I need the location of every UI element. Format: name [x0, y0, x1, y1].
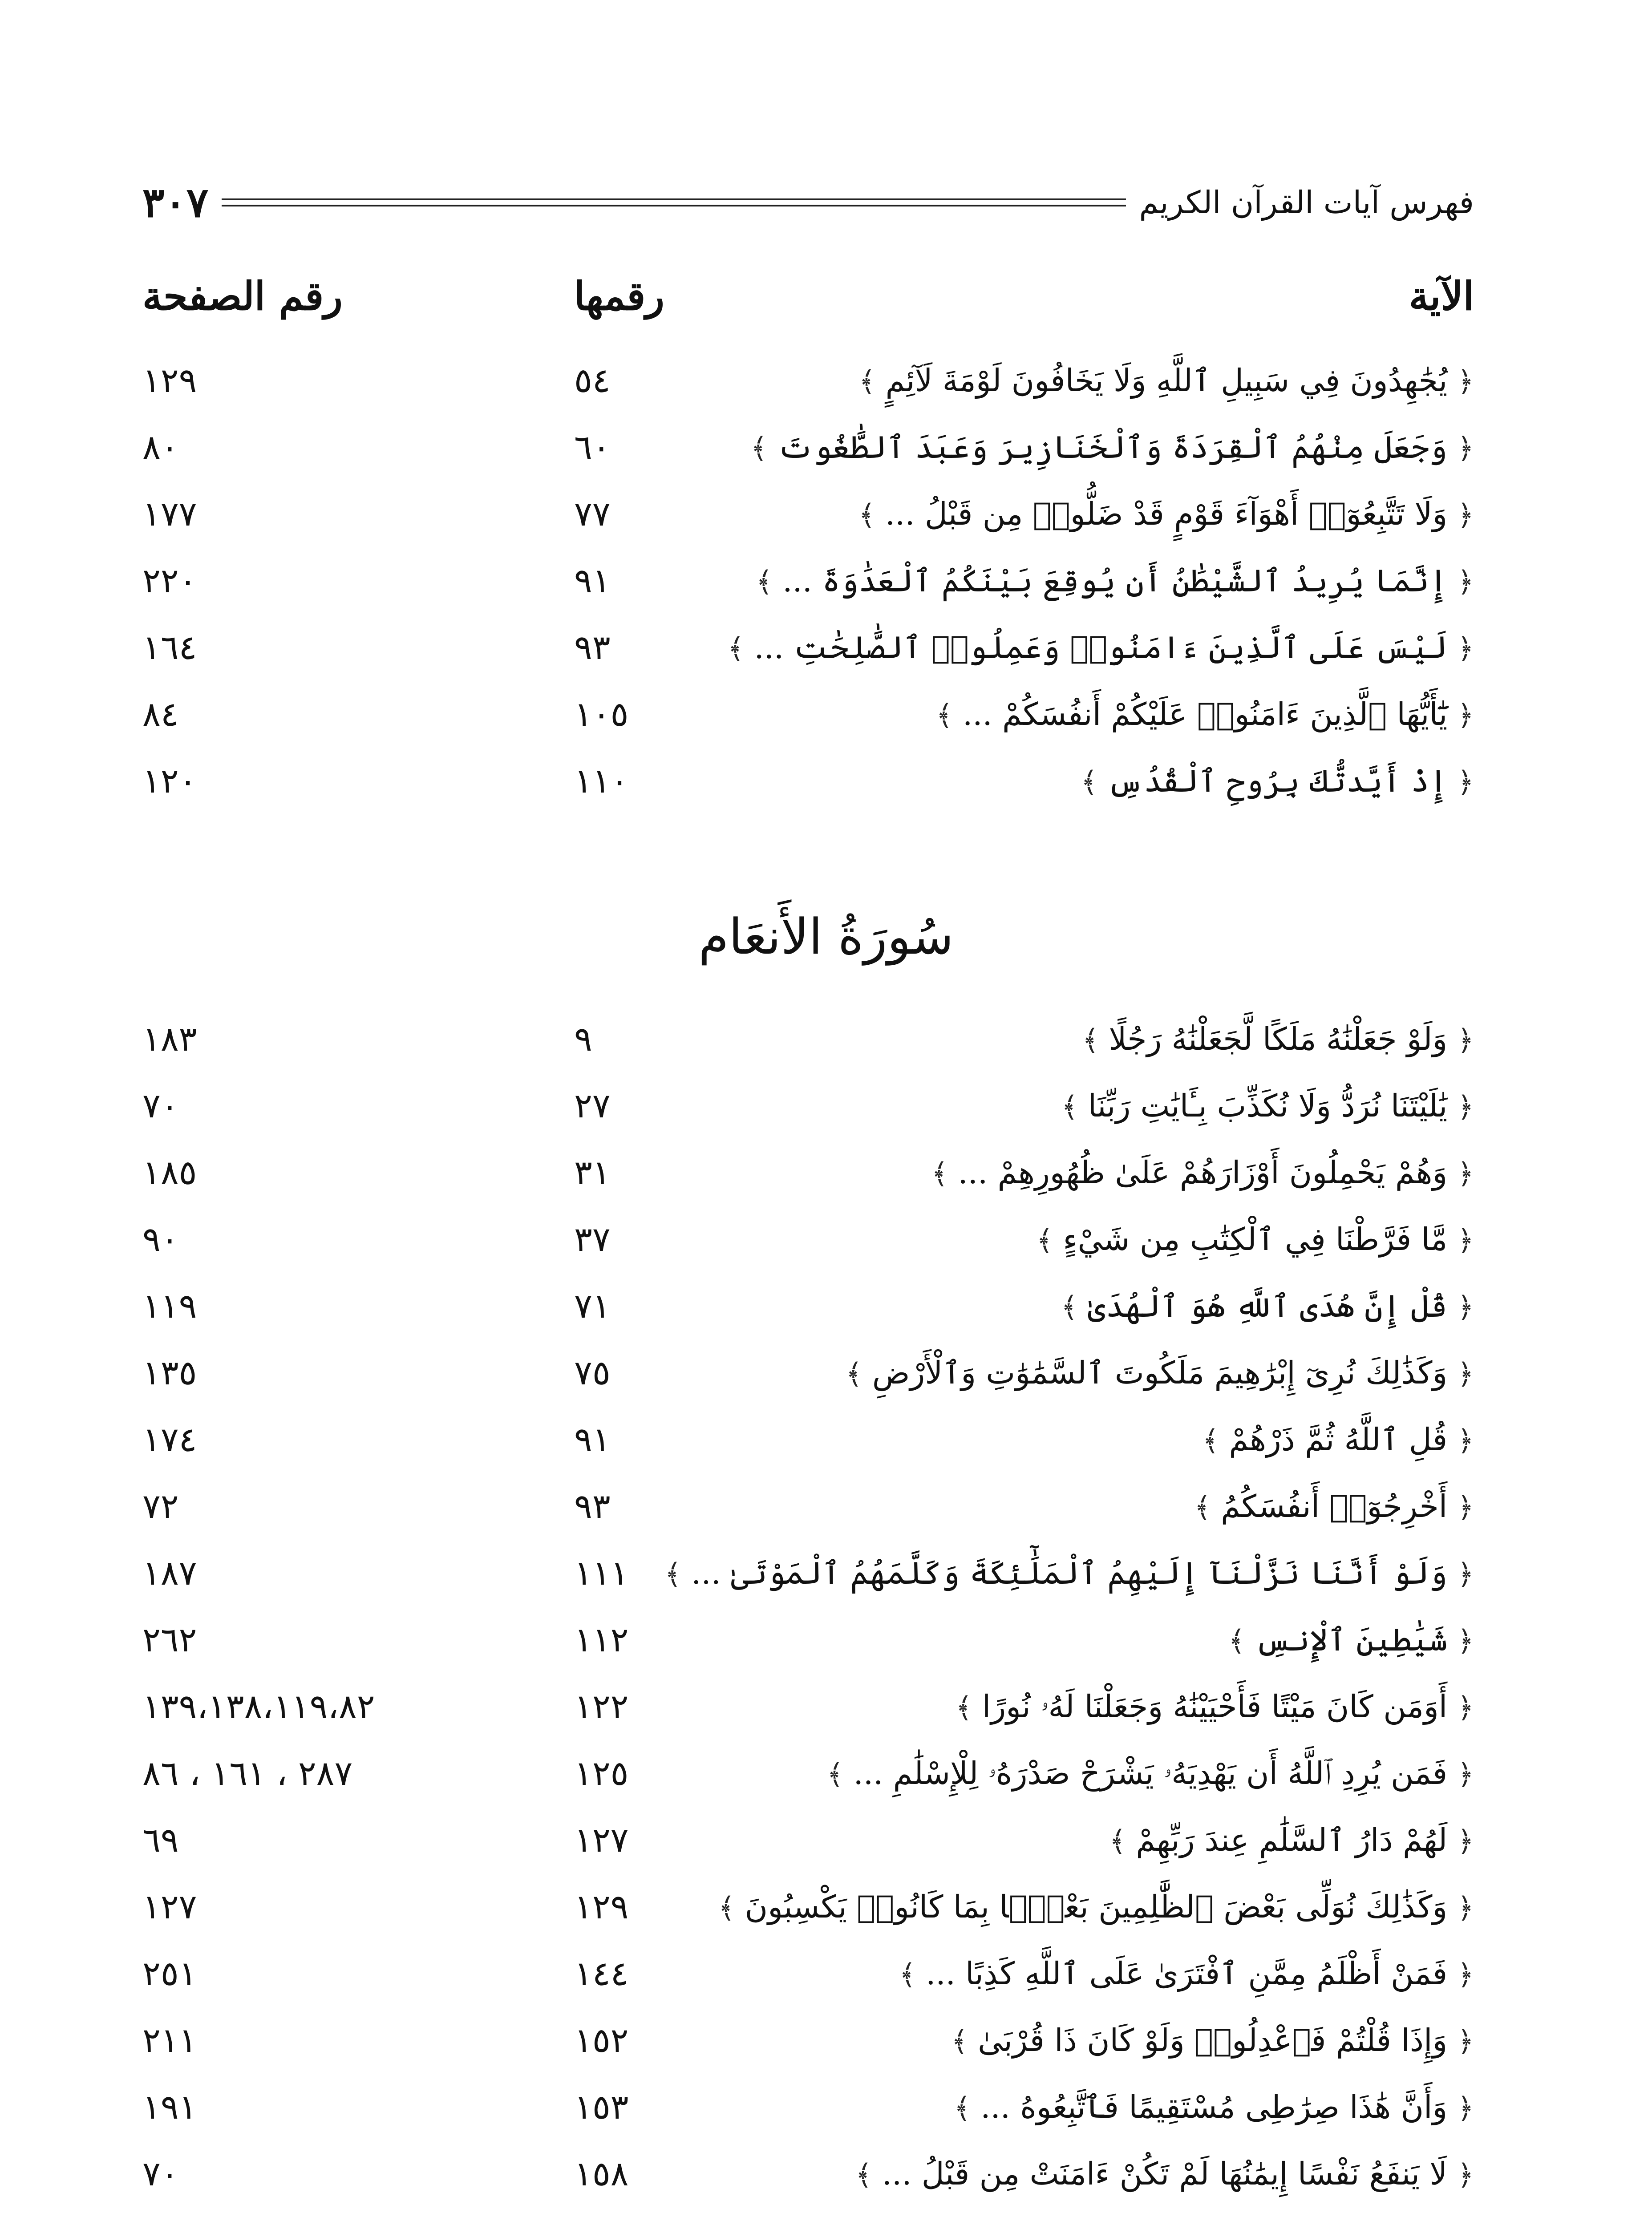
page-reference: ١٨٧: [142, 1553, 197, 1593]
ayah-words: لَيْسَ عَلَى ٱلَّذِينَ ءَامَنُوا۟ وَعَمِلُوا۟ ٱلصَّٰلِحَٰتِ ...: [754, 629, 1448, 666]
ayah-number: ١٠٥: [574, 694, 629, 734]
page-reference: ١٨٥: [142, 1153, 197, 1192]
ayah-words: وَأَنَّ هَٰذَا صِرَٰطِى مُسْتَقِيمًا فَٱتَّبِعُوهُ ...: [980, 2089, 1448, 2125]
ornate-bracket-close: ﴾: [664, 1558, 681, 1591]
ayah-number: ٦٠: [574, 427, 611, 467]
ornate-bracket-close: ﴾: [1061, 1291, 1078, 1324]
page-reference: ٢١١: [142, 2020, 197, 2060]
ayah-number: ١١٢: [574, 1620, 629, 1659]
ayah-words: قُلِ ٱللَّهُ ثُمَّ ذَرْهُمْ: [1229, 1421, 1448, 1458]
page-reference: ١٣٩،١٣٨،١١٩،٨٢: [142, 1687, 375, 1726]
ayah-number: ١٢٥: [574, 1753, 629, 1793]
ornate-bracket-open: ﴿: [1457, 1558, 1474, 1591]
ornate-bracket-open: ﴿: [1457, 2159, 1474, 2192]
ornate-bracket-open: ﴿: [1457, 766, 1474, 799]
ornate-bracket-close: ﴾: [956, 1691, 972, 1724]
ayah-number: ٧٧: [574, 494, 611, 534]
ayah-words: وَلَا تَتَّبِعُوٓا۟ أَهْوَآءَ قَوْمٍ قَدْ ضَلُّوا۟ مِن قَبْلُ ...: [885, 496, 1448, 532]
header-title: فهرس آيات القرآن الكريم: [1139, 184, 1474, 221]
page-reference: ٢٦٢: [142, 1620, 197, 1659]
ayah-number: ٩٣: [574, 627, 611, 667]
ayah-words: يَٰٓأَيُّهَا ٱلَّذِينَ ءَامَنُوا۟ عَلَيْكُمْ أَنفُسَكُمْ ...: [962, 696, 1448, 732]
page-reference: ٨٤: [142, 694, 179, 734]
table-row: [0, 1673, 1652, 1740]
table-row: [0, 2074, 1652, 2140]
column-header-page: رقم الصفحة: [142, 273, 343, 319]
ayah-words: وَكَذَٰلِكَ نُرِىٓ إِبْرَٰهِيمَ مَلَكُوتَ ٱلسَّمَٰوَٰتِ وَٱلْأَرْضِ: [872, 1355, 1448, 1391]
table-row: [0, 1873, 1652, 1940]
header-rule: [222, 198, 1126, 206]
ayah-number: ٩١: [574, 1420, 611, 1459]
ornate-bracket-close: ﴾: [951, 2025, 968, 2058]
ayah-words: وَإِذَا قُلْتُمْ فَٱعْدِلُوا۟ وَلَوْ كَانَ ذَا قُرْبَىٰ: [978, 2022, 1448, 2059]
ayah-words: إِذْ أَيَّدتُّكَ بِرُوحِ ٱلْقُدُسِ: [1107, 763, 1448, 799]
table-row: [0, 748, 1652, 814]
page-reference: ٨٠: [142, 427, 179, 467]
ornate-bracket-close: ﴾: [1202, 1424, 1219, 1457]
table-row: [0, 1273, 1652, 1339]
table-row: [0, 1072, 1652, 1139]
ayah-number: ١٥٣: [574, 2087, 629, 2127]
table-row: [0, 1206, 1652, 1273]
surah-heading: سُورَةُ الأَنعَام: [698, 908, 954, 965]
ornate-bracket-open: ﴿: [1457, 432, 1474, 465]
ornate-bracket-open: ﴿: [1457, 2092, 1474, 2125]
page-reference: ٦٩: [142, 1820, 179, 1860]
ayah-words: شَيَٰطِينَ ٱلْإِنسِ: [1255, 1622, 1448, 1658]
ornate-bracket-open: ﴿: [1457, 1491, 1474, 1524]
ayah-number: ١٤٤: [574, 1954, 629, 1993]
ornate-bracket-open: ﴿: [1457, 1625, 1474, 1658]
ayah-number: ١٥٢: [574, 2020, 629, 2060]
page-reference: ١٨٣: [142, 1019, 197, 1059]
ayah-words: أَوَمَن كَانَ مَيْتًا فَأَحْيَيْنَٰهُ وَجَعَلْنَا لَهُۥ نُورًا: [982, 1688, 1448, 1725]
ornate-bracket-open: ﴿: [1457, 632, 1474, 665]
page-reference: ٢٨٧ ، ١٦١ ، ٨٦: [142, 1753, 353, 1793]
ayah-number: ١٥٨: [574, 2154, 629, 2193]
ayah-words: وَلَوْ جَعَلْنَٰهُ مَلَكًا لَّجَعَلْنَٰهُ رَجُلًا: [1109, 1021, 1448, 1057]
table-row: [0, 347, 1652, 414]
table-row: [0, 414, 1652, 481]
table-row: [0, 1606, 1652, 1673]
ayah-words: وَهُمْ يَحْمِلُونَ أَوْزَارَهُمْ عَلَىٰ ظُهُورِهِمْ ...: [958, 1154, 1448, 1191]
table-row: [0, 1473, 1652, 1540]
page-reference: ١٣٥: [142, 1353, 197, 1392]
page-reference: ٩٠: [142, 1219, 179, 1259]
ayah-words: لَا يَنفَعُ نَفْسًا إِيمَٰنُهَا لَمْ تَكُنْ ءَامَنَتْ مِن قَبْلُ ...: [882, 2156, 1448, 2192]
ayah-words: يَٰلَيْتَنَا نُرَدُّ وَلَا نُكَذِّبَ بِـَٔايَٰتِ رَبِّنَا: [1088, 1088, 1448, 1124]
ayah-number: ٩٣: [574, 1486, 611, 1526]
table-row: [0, 1740, 1652, 1807]
ayah-number: ٩: [574, 1019, 592, 1059]
column-header-number: رقمها: [574, 273, 664, 319]
ayah-number: ١١٠: [574, 761, 629, 801]
ornate-bracket-open: ﴿: [1457, 699, 1474, 732]
table-row: [0, 1139, 1652, 1206]
ayah-number: ١٢٩: [574, 1887, 629, 1926]
ornate-bracket-open: ﴿: [1457, 1024, 1474, 1057]
page-reference: ٢٥١: [142, 1954, 197, 1993]
ayah-words: وَلَوْ أَنَّنَا نَزَّلْنَآ إِلَيْهِمُ ٱلْمَلَٰٓئِكَةَ وَكَلَّمَهُمُ ٱلْمَوْتَىٰ ...: [691, 1555, 1448, 1591]
ayah-words: أَخْرِجُوٓا۟ أَنفُسَكُمُ: [1221, 1488, 1448, 1525]
ornate-bracket-close: ﴾: [1061, 1091, 1078, 1124]
ornate-bracket-open: ﴿: [1457, 1892, 1474, 1925]
table-row: [0, 1940, 1652, 2007]
ornate-bracket-close: ﴾: [1081, 766, 1097, 799]
ayah-words: فَمَنْ أَظْلَمُ مِمَّنِ ٱفْتَرَىٰ عَلَى ٱللَّهِ كَذِبًا ...: [926, 1955, 1448, 1992]
ornate-bracket-close: ﴾: [718, 1892, 735, 1925]
table-row: [0, 681, 1652, 748]
ornate-bracket-close: ﴾: [954, 2092, 971, 2125]
page-reference: ١٢٧: [142, 1887, 197, 1926]
page-reference: ١٢٩: [142, 360, 197, 400]
ayah-words: وَكَذَٰلِكَ نُوَلِّى بَعْضَ ٱلظَّٰلِمِينَ بَعْضًۢا بِمَا كَانُوا۟ يَكْسِبُونَ: [745, 1889, 1448, 1925]
page-reference: ١٧٤: [142, 1420, 197, 1459]
ornate-bracket-open: ﴿: [1457, 1291, 1474, 1324]
ayah-words: فَمَن يُرِدِ ٱللَّهُ أَن يَهْدِيَهُۥ يَشْرَحْ صَدْرَهُۥ لِلْإِسْلَٰمِ ...: [853, 1755, 1448, 1792]
ayah-number: ١١١: [574, 1553, 629, 1593]
ornate-bracket-open: ﴿: [1457, 1758, 1474, 1791]
page-reference: ١٩١: [142, 2087, 197, 2127]
ornate-bracket-open: ﴿: [1457, 499, 1474, 532]
ayah-words: إِنَّمَا يُرِيدُ ٱلشَّيْطَٰنُ أَن يُوقِعَ بَيْنَكُمُ ٱلْعَدَٰوَةَ ...: [782, 562, 1448, 599]
ornate-bracket-close: ﴾: [1082, 1024, 1099, 1057]
ornate-bracket-close: ﴾: [826, 1758, 844, 1791]
ornate-bracket-close: ﴾: [936, 699, 953, 732]
running-header: [142, 178, 1474, 227]
table-row: [0, 1406, 1652, 1473]
ornate-bracket-open: ﴿: [1457, 1691, 1474, 1724]
ornate-bracket-close: ﴾: [756, 566, 773, 599]
ayah-words: وَجَعَلَ مِنْهُمُ ٱلْقِرَدَةَ وَٱلْخَنَازِيرَ وَعَبَدَ ٱلطَّٰغُوتَ: [777, 429, 1448, 465]
ayah-number: ٣٧: [574, 1219, 611, 1259]
page-reference: ٢٢٠: [142, 561, 197, 600]
ornate-bracket-close: ﴾: [1109, 1825, 1126, 1858]
table-row: [0, 1807, 1652, 1873]
column-header-ayah: الآية: [1409, 273, 1474, 319]
ornate-bracket-close: ﴾: [750, 432, 768, 465]
ornate-bracket-open: ﴿: [1457, 1424, 1474, 1457]
ornate-bracket-close: ﴾: [846, 1358, 862, 1391]
ornate-bracket-close: ﴾: [858, 499, 875, 532]
ornate-bracket-open: ﴿: [1457, 1958, 1474, 1991]
ayah-number: ٧٥: [574, 1353, 611, 1392]
ornate-bracket-open: ﴿: [1457, 1358, 1474, 1391]
ayah-words: يُجَٰهِدُونَ فِي سَبِيلِ ٱللَّهِ وَلَا يَخَافُونَ لَوْمَةَ لَآئِمٍ: [885, 362, 1448, 399]
ornate-bracket-close: ﴾: [1228, 1625, 1245, 1658]
page-reference: ١١٩: [142, 1286, 197, 1326]
ornate-bracket-open: ﴿: [1457, 1091, 1474, 1124]
ayah-number: ٧١: [574, 1286, 611, 1326]
page-reference: ٧٠: [142, 2154, 179, 2193]
ayah-number: ١٢٢: [574, 1687, 629, 1726]
page-reference: ٧٢: [142, 1486, 179, 1526]
table-row: [0, 547, 1652, 614]
ayah-words: قُلْ إِنَّ هُدَى ٱللَّهِ هُوَ ٱلْهُدَىٰ: [1087, 1288, 1448, 1324]
table-row: [0, 1006, 1652, 1072]
ornate-bracket-open: ﴿: [1457, 2025, 1474, 2058]
ornate-bracket-open: ﴿: [1457, 1157, 1474, 1190]
ornate-bracket-close: ﴾: [1194, 1491, 1211, 1524]
page-reference: ٧٠: [142, 1086, 179, 1125]
page-reference: ١٢٠: [142, 761, 197, 801]
ornate-bracket-open: ﴿: [1457, 566, 1474, 599]
ayah-number: ٩١: [574, 561, 611, 600]
ornate-bracket-open: ﴿: [1457, 365, 1474, 398]
ornate-bracket-close: ﴾: [899, 1958, 916, 1991]
page-reference: ١٦٤: [142, 627, 197, 667]
ayah-number: ٢٧: [574, 1086, 611, 1125]
ornate-bracket-close: ﴾: [1036, 1224, 1053, 1257]
ayah-words: مَّا فَرَّطْنَا فِي ٱلْكِتَٰبِ مِن شَيْءٍ: [1063, 1221, 1448, 1258]
ornate-bracket-open: ﴿: [1457, 1224, 1474, 1257]
ornate-bracket-open: ﴿: [1457, 1825, 1474, 1858]
ornate-bracket-close: ﴾: [931, 1157, 948, 1190]
ornate-bracket-close: ﴾: [855, 2159, 872, 2192]
table-row: [0, 2007, 1652, 2074]
table-row: [0, 1339, 1652, 1406]
table-row: [0, 481, 1652, 547]
ayah-number: ١٢٧: [574, 1820, 629, 1860]
page-number: ٣٠٧: [142, 178, 209, 227]
page-reference: ١٧٧: [142, 494, 197, 534]
table-row: [0, 1540, 1652, 1606]
ayah-words: لَهُمْ دَارُ ٱلسَّلَٰمِ عِندَ رَبِّهِمْ: [1136, 1822, 1448, 1858]
table-row: [0, 2140, 1652, 2207]
ornate-bracket-close: ﴾: [858, 365, 876, 398]
ornate-bracket-close: ﴾: [727, 632, 745, 665]
ayah-number: ٥٤: [574, 360, 611, 400]
ayah-number: ٣١: [574, 1153, 611, 1192]
table-row: [0, 614, 1652, 681]
